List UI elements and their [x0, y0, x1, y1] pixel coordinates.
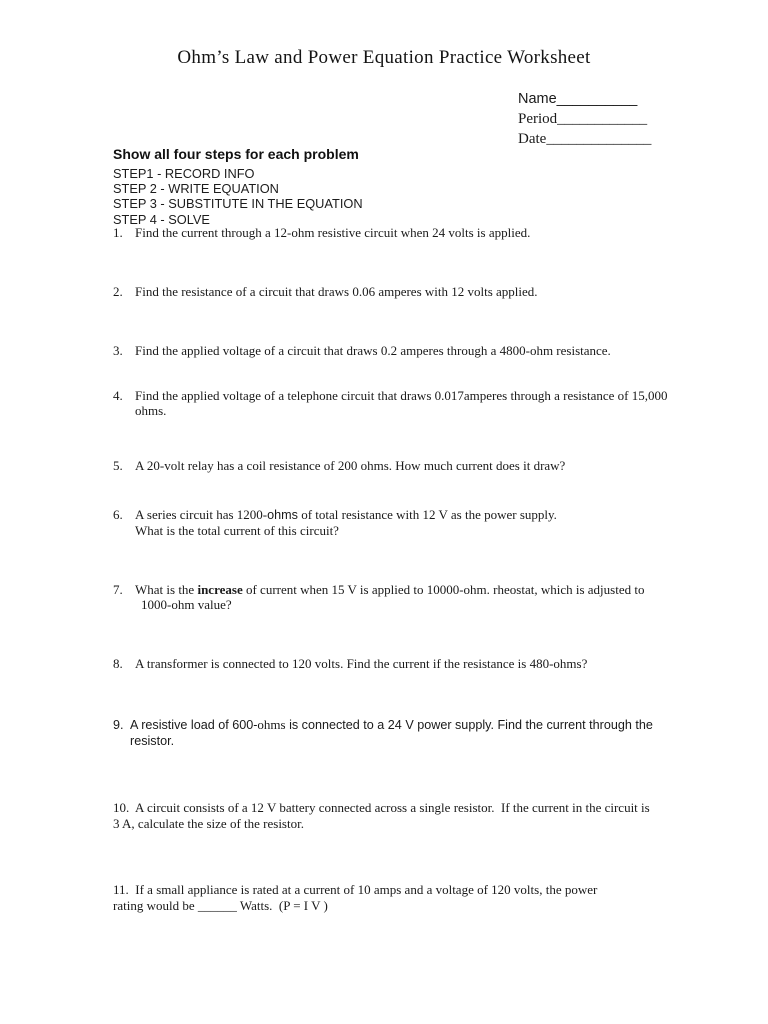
problem-7-number: 7. [113, 582, 123, 597]
problem-4-text-line2: ohms. [135, 403, 167, 418]
problem-8-text: A transformer is connected to 120 volts. Find the current if the resistance is 480-ohms? [135, 656, 588, 671]
problem-7 [113, 582, 698, 612]
problem-8 [113, 656, 698, 671]
problem-9-text-line1 [130, 717, 698, 733]
problem-9-text-post: is connected to a 24 V power supply. Find the current through the [285, 718, 653, 732]
problem-11 [113, 882, 698, 913]
instructions-heading: Show all four steps for each problem [113, 146, 359, 162]
problem-9-text-ohms: ohms [257, 717, 286, 732]
step-2: STEP 2 - WRITE EQUATION [113, 181, 279, 197]
problem-7-text-post: of current when 15 V is applied to 10000-ohm. rheostat, which is adjusted to [242, 582, 645, 597]
problem-7-text-pre: What is the [135, 582, 198, 597]
problem-1-number: 1. [113, 225, 123, 240]
problem-5-text: A 20-volt relay has a coil resistance of 200 ohms. How much current does it draw? [135, 458, 566, 473]
problem-7-text-line2: 1000-ohm value? [141, 597, 232, 612]
problem-7-text-increase: increase [197, 582, 243, 597]
problem-4 [113, 388, 698, 418]
problem-2-number: 2. [113, 284, 123, 299]
problem-5 [113, 458, 698, 473]
problem-3-text: Find the applied voltage of a circuit that draws 0.2 amperes through a 4800-ohm resistance. [135, 343, 611, 358]
problem-9 [113, 717, 698, 749]
problem-4-number: 4. [113, 388, 123, 403]
instructions-block [113, 146, 363, 227]
problem-9-number: 9. [113, 718, 124, 732]
problem-3-number: 3. [113, 343, 123, 358]
problem-6 [113, 507, 698, 538]
problem-10-text-line2: 3 A, calculate the size of the resistor. [113, 815, 304, 831]
name-field: Name__________ [518, 91, 638, 107]
problem-6-number: 6. [113, 507, 123, 522]
problem-6-text-pre: A series circuit has 1200- [135, 507, 268, 522]
step-1: STEP1 - RECORD INFO [113, 166, 255, 181]
problem-9-text-line2: resistor. [130, 734, 175, 748]
problem-7-text-line1 [135, 582, 698, 597]
step-4: STEP 4 - SOLVE [113, 211, 210, 227]
problem-1-text: Find the current through a 12-ohm resistive circuit when 24 volts is applied. [135, 225, 531, 240]
date-field: Date______________ [518, 131, 652, 147]
header-fields [518, 89, 651, 149]
problem-8-number: 8. [113, 656, 123, 671]
problem-10-text-line1: 10. A circuit consists of a 12 V battery connected across a single resistor. If the current in the circuit is [113, 800, 650, 815]
problem-11-text-line2: rating would be ______ Watts. (P = I V ) [113, 897, 328, 913]
problem-6-text-line2: What is the total current of this circuit? [135, 523, 339, 538]
problem-9-text-pre: A resistive load of 600- [130, 718, 258, 732]
problem-3 [113, 343, 698, 358]
step-3: STEP 3 - SUBSTITUTE IN THE EQUATION [113, 196, 363, 212]
problem-6-text-post: of total resistance with 12 V as the power supply. [297, 507, 557, 522]
problem-1 [113, 225, 698, 240]
problem-11-text-line1: 11. If a small appliance is rated at a current of 10 amps and a voltage of 120 volts, the power [113, 882, 598, 897]
problem-4-text-line1: Find the applied voltage of a telephone circuit that draws 0.017amperes through a resistance of 15,000 [135, 388, 668, 403]
problem-2 [113, 284, 698, 299]
problem-6-text-line1 [135, 507, 698, 523]
worksheet-title: Ohm’s Law and Power Equation Practice Worksheet [177, 47, 591, 68]
problem-5-number: 5. [113, 458, 123, 473]
problem-6-text-ohms: ohms [267, 508, 298, 522]
problem-10 [113, 800, 698, 831]
problem-2-text: Find the resistance of a circuit that draws 0.06 amperes with 12 volts applied. [135, 284, 538, 299]
period-field: Period____________ [518, 111, 648, 127]
